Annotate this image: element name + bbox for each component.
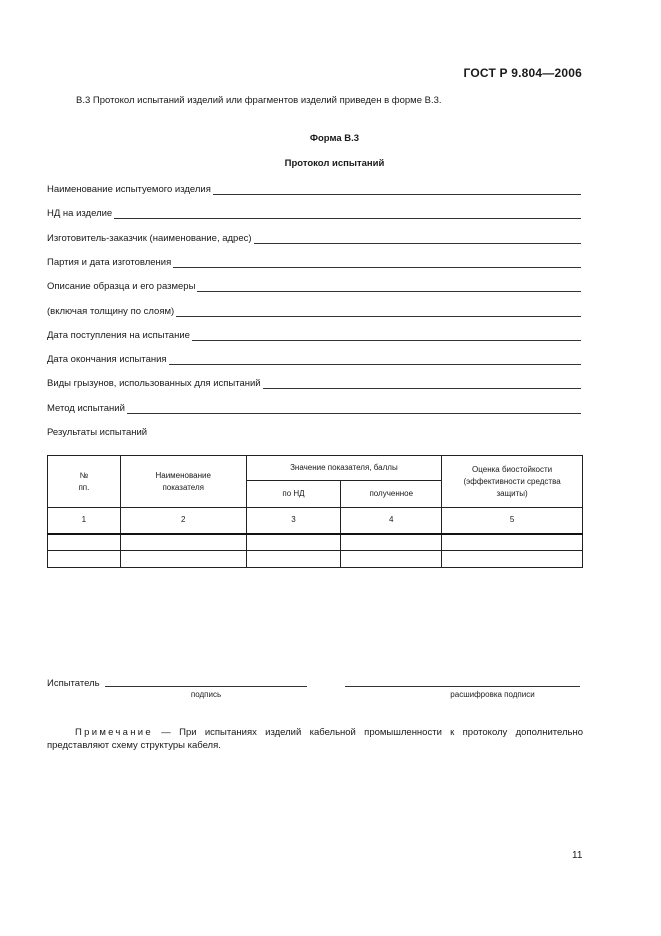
fill-line <box>213 186 581 195</box>
table-cell[interactable] <box>442 551 583 568</box>
col-number-header: № пп. <box>48 456 121 508</box>
fill-line <box>192 332 581 341</box>
field-nd[interactable] <box>47 207 581 219</box>
field-label: Дата окончания испытания <box>47 354 167 365</box>
field-label: Виды грызунов, использованных для испытаний <box>47 378 261 389</box>
col-value-group-header: Значение показателя, баллы <box>246 456 442 481</box>
note-prefix: Примечание <box>75 727 153 738</box>
column-number: 2 <box>120 508 246 534</box>
field-manufacturer[interactable] <box>47 232 581 244</box>
fill-line <box>114 210 581 219</box>
fill-line <box>173 259 581 268</box>
results-table <box>47 455 583 568</box>
fill-line <box>169 356 581 365</box>
col-indicator-header: Наименование показателя <box>120 456 246 508</box>
field-label: Партия и дата изготовления <box>47 257 172 268</box>
standard-code: ГОСТ Р 9.804—2006 <box>463 66 582 80</box>
col-obtained-header: полученное <box>341 481 442 508</box>
fill-line <box>127 405 581 414</box>
col-by-nd-header: по НД <box>246 481 341 508</box>
page-number: 11 <box>572 850 583 861</box>
results-label: Результаты испытаний <box>47 427 148 438</box>
table-row <box>48 534 583 551</box>
field-layer-thickness[interactable] <box>47 305 581 317</box>
fill-line <box>263 380 581 389</box>
intro-paragraph: В.3 Протокол испытаний изделий или фрагментов изделий приведен в форме В.3. <box>76 95 442 106</box>
field-label: Описание образца и его размеры <box>47 281 196 292</box>
field-label: Наименование испытуемого изделия <box>47 184 211 195</box>
field-label: (включая толщину по слоям) <box>47 306 175 317</box>
table-cell[interactable] <box>341 534 442 551</box>
table-cell[interactable] <box>48 534 121 551</box>
field-received-date[interactable] <box>47 329 581 341</box>
fill-line <box>176 308 581 317</box>
column-number: 4 <box>341 508 442 534</box>
field-label: Дата поступления на испытание <box>47 330 190 341</box>
field-label: НД на изделие <box>47 208 113 219</box>
col-assessment-header: Оценка биостойкости (эффективности средства защиты) <box>442 456 583 508</box>
field-batch-date[interactable] <box>47 256 581 268</box>
signature-caption: подпись <box>190 690 222 699</box>
field-rodent-species[interactable] <box>47 377 581 389</box>
field-test-method[interactable] <box>47 402 581 414</box>
fill-line <box>254 235 581 244</box>
signature-label: Испытатель <box>47 678 100 689</box>
table-cell[interactable] <box>246 534 341 551</box>
field-product-name[interactable] <box>47 183 581 195</box>
protocol-title: Протокол испытаний <box>284 158 385 169</box>
field-label: Метод испытаний <box>47 403 125 414</box>
form-title: Форма В.3 <box>309 133 360 144</box>
column-number: 5 <box>442 508 583 534</box>
signature-decode-caption: расшифровка подписи <box>450 690 535 699</box>
column-number: 3 <box>246 508 341 534</box>
field-end-date[interactable] <box>47 353 581 365</box>
field-label: Изготовитель-заказчик (наименование, адрес) <box>47 233 252 244</box>
fill-line <box>197 283 581 292</box>
table-cell[interactable] <box>120 551 246 568</box>
note-paragraph <box>47 726 583 752</box>
signature-decode-line[interactable] <box>345 686 580 687</box>
table-cell[interactable] <box>246 551 341 568</box>
table-cell[interactable] <box>442 534 583 551</box>
note-text: — При испытаниях изделий кабельной промышленности к протоколу дополнительно представляют схему структуры кабеля. <box>47 727 583 751</box>
signature-line[interactable] <box>105 686 307 687</box>
field-sample-description[interactable] <box>47 280 581 292</box>
table-row <box>48 551 583 568</box>
table-cell[interactable] <box>48 551 121 568</box>
table-cell[interactable] <box>120 534 246 551</box>
table-cell[interactable] <box>341 551 442 568</box>
column-number: 1 <box>48 508 121 534</box>
